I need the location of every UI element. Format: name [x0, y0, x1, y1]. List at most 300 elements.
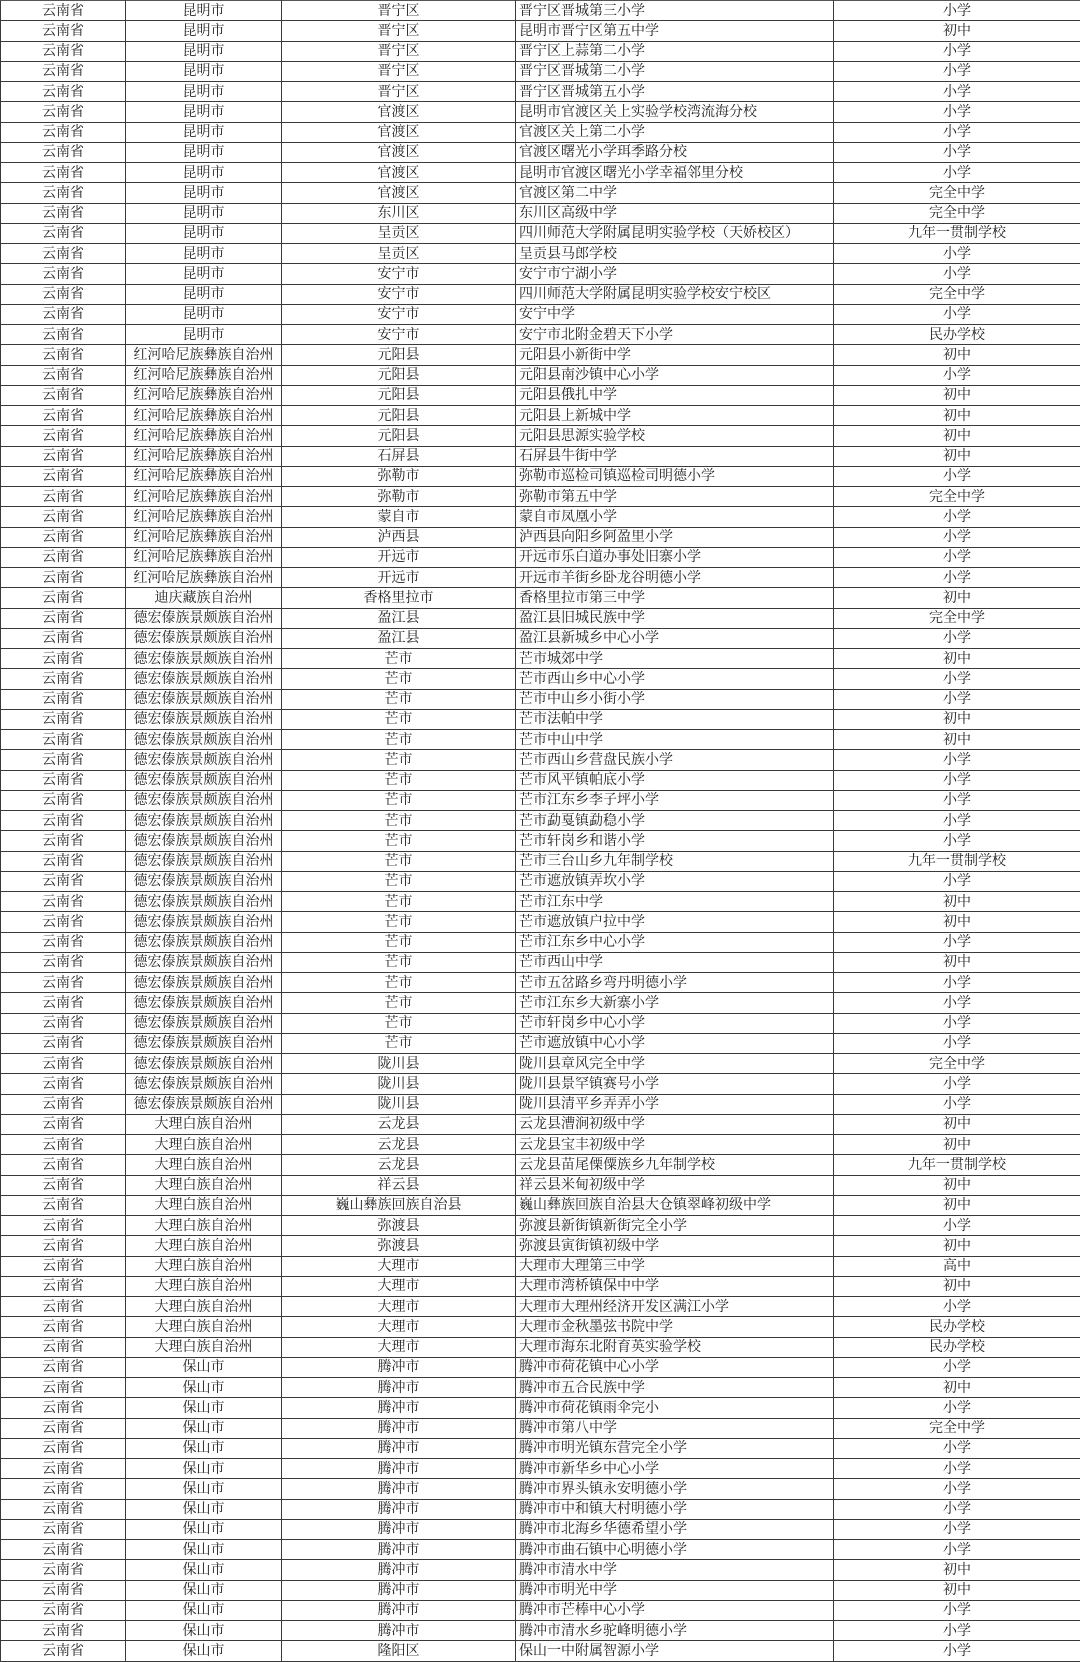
province-cell[interactable]: 云南省: [1, 871, 126, 891]
city-cell[interactable]: 德宏傣族景颇族自治州: [126, 811, 282, 831]
school-name-cell[interactable]: 开远市乐白道办事处旧寨小学: [516, 547, 834, 567]
district-cell[interactable]: 芒市: [282, 730, 516, 750]
school-name-cell[interactable]: 开远市羊街乡卧龙谷明德小学: [516, 568, 834, 588]
province-cell[interactable]: 云南省: [1, 1175, 126, 1195]
school-type-cell[interactable]: 小学: [834, 61, 1080, 81]
district-cell[interactable]: 盈江县: [282, 628, 516, 648]
district-cell[interactable]: 腾冲市: [282, 1459, 516, 1479]
city-cell[interactable]: 大理白族自治州: [126, 1337, 282, 1357]
district-cell[interactable]: 大理市: [282, 1317, 516, 1337]
district-cell[interactable]: 弥渡县: [282, 1236, 516, 1256]
school-type-cell[interactable]: 小学: [834, 466, 1080, 486]
province-cell[interactable]: 云南省: [1, 1276, 126, 1296]
district-cell[interactable]: 芒市: [282, 831, 516, 851]
school-type-cell[interactable]: 民办学校: [834, 1337, 1080, 1357]
school-name-cell[interactable]: 腾冲市新华乡中心小学: [516, 1459, 834, 1479]
province-cell[interactable]: 云南省: [1, 304, 126, 324]
district-cell[interactable]: 腾冲市: [282, 1560, 516, 1580]
province-cell[interactable]: 云南省: [1, 325, 126, 345]
school-type-cell[interactable]: 小学: [834, 831, 1080, 851]
school-type-cell[interactable]: 小学: [834, 163, 1080, 183]
school-type-cell[interactable]: 小学: [834, 1357, 1080, 1377]
district-cell[interactable]: 安宁市: [282, 284, 516, 304]
school-name-cell[interactable]: 芒市遮放镇中心小学: [516, 1033, 834, 1053]
school-name-cell[interactable]: 腾冲市明光中学: [516, 1580, 834, 1600]
school-name-cell[interactable]: 晋宁区晋城第三小学: [516, 1, 834, 21]
city-cell[interactable]: 德宏傣族景颇族自治州: [126, 750, 282, 770]
district-cell[interactable]: 腾冲市: [282, 1580, 516, 1600]
city-cell[interactable]: 德宏傣族景颇族自治州: [126, 649, 282, 669]
school-name-cell[interactable]: 弥勒市巡检司镇巡检司明德小学: [516, 466, 834, 486]
school-type-cell[interactable]: 初中: [834, 588, 1080, 608]
school-type-cell[interactable]: 初中: [834, 1135, 1080, 1155]
school-name-cell[interactable]: 腾冲市北海乡华德希望小学: [516, 1519, 834, 1539]
district-cell[interactable]: 芒市: [282, 912, 516, 932]
school-type-cell[interactable]: 小学: [834, 527, 1080, 547]
district-cell[interactable]: 巍山彝族回族自治县: [282, 1195, 516, 1215]
school-type-cell[interactable]: 初中: [834, 1114, 1080, 1134]
school-name-cell[interactable]: 晋宁区上蒜第二小学: [516, 41, 834, 61]
school-name-cell[interactable]: 腾冲市第八中学: [516, 1418, 834, 1438]
district-cell[interactable]: 芒市: [282, 669, 516, 689]
school-name-cell[interactable]: 东川区高级中学: [516, 203, 834, 223]
school-name-cell[interactable]: 芒市轩岗乡和谐小学: [516, 831, 834, 851]
school-name-cell[interactable]: 腾冲市曲石镇中心明德小学: [516, 1540, 834, 1560]
school-name-cell[interactable]: 芒市法帕中学: [516, 709, 834, 729]
district-cell[interactable]: 晋宁区: [282, 82, 516, 102]
school-type-cell[interactable]: 小学: [834, 1540, 1080, 1560]
school-name-cell[interactable]: 弥勒市第五中学: [516, 487, 834, 507]
school-type-cell[interactable]: 小学: [834, 1438, 1080, 1458]
school-type-cell[interactable]: 完全中学: [834, 1418, 1080, 1438]
school-type-cell[interactable]: 小学: [834, 1459, 1080, 1479]
school-type-cell[interactable]: 小学: [834, 1519, 1080, 1539]
city-cell[interactable]: 保山市: [126, 1398, 282, 1418]
school-type-cell[interactable]: 初中: [834, 1580, 1080, 1600]
district-cell[interactable]: 官渡区: [282, 122, 516, 142]
school-name-cell[interactable]: 芒市中山乡小街小学: [516, 689, 834, 709]
school-name-cell[interactable]: 腾冲市中和镇大村明德小学: [516, 1499, 834, 1519]
school-name-cell[interactable]: 大理市大理州经济开发区满江小学: [516, 1297, 834, 1317]
city-cell[interactable]: 德宏傣族景颇族自治州: [126, 1054, 282, 1074]
city-cell[interactable]: 昆明市: [126, 1, 282, 21]
province-cell[interactable]: 云南省: [1, 446, 126, 466]
school-name-cell[interactable]: 安宁中学: [516, 304, 834, 324]
school-type-cell[interactable]: 小学: [834, 1297, 1080, 1317]
city-cell[interactable]: 保山市: [126, 1519, 282, 1539]
province-cell[interactable]: 云南省: [1, 1236, 126, 1256]
district-cell[interactable]: 官渡区: [282, 183, 516, 203]
city-cell[interactable]: 德宏傣族景颇族自治州: [126, 669, 282, 689]
school-type-cell[interactable]: 小学: [834, 1216, 1080, 1236]
district-cell[interactable]: 芒市: [282, 709, 516, 729]
school-type-cell[interactable]: 小学: [834, 689, 1080, 709]
school-name-cell[interactable]: 官渡区曙光小学珥季路分校: [516, 142, 834, 162]
district-cell[interactable]: 晋宁区: [282, 21, 516, 41]
district-cell[interactable]: 弥勒市: [282, 466, 516, 486]
school-type-cell[interactable]: 小学: [834, 1074, 1080, 1094]
province-cell[interactable]: 云南省: [1, 1600, 126, 1620]
province-cell[interactable]: 云南省: [1, 1357, 126, 1377]
school-name-cell[interactable]: 保山一中附属智源小学: [516, 1641, 834, 1661]
school-type-cell[interactable]: 小学: [834, 41, 1080, 61]
province-cell[interactable]: 云南省: [1, 41, 126, 61]
province-cell[interactable]: 云南省: [1, 223, 126, 243]
school-type-cell[interactable]: 小学: [834, 932, 1080, 952]
city-cell[interactable]: 大理白族自治州: [126, 1135, 282, 1155]
city-cell[interactable]: 德宏傣族景颇族自治州: [126, 871, 282, 891]
district-cell[interactable]: 泸西县: [282, 527, 516, 547]
province-cell[interactable]: 云南省: [1, 1378, 126, 1398]
district-cell[interactable]: 芒市: [282, 932, 516, 952]
school-type-cell[interactable]: 小学: [834, 365, 1080, 385]
province-cell[interactable]: 云南省: [1, 1297, 126, 1317]
city-cell[interactable]: 德宏傣族景颇族自治州: [126, 1033, 282, 1053]
school-type-cell[interactable]: 小学: [834, 1013, 1080, 1033]
province-cell[interactable]: 云南省: [1, 689, 126, 709]
school-name-cell[interactable]: 陇川县景罕镇赛号小学: [516, 1074, 834, 1094]
school-name-cell[interactable]: 芒市江东中学: [516, 892, 834, 912]
province-cell[interactable]: 云南省: [1, 1216, 126, 1236]
city-cell[interactable]: 保山市: [126, 1479, 282, 1499]
province-cell[interactable]: 云南省: [1, 1094, 126, 1114]
province-cell[interactable]: 云南省: [1, 1560, 126, 1580]
province-cell[interactable]: 云南省: [1, 649, 126, 669]
school-type-cell[interactable]: 初中: [834, 952, 1080, 972]
city-cell[interactable]: 红河哈尼族彝族自治州: [126, 345, 282, 365]
school-type-cell[interactable]: 初中: [834, 1195, 1080, 1215]
province-cell[interactable]: 云南省: [1, 163, 126, 183]
district-cell[interactable]: 石屏县: [282, 446, 516, 466]
district-cell[interactable]: 弥勒市: [282, 487, 516, 507]
city-cell[interactable]: 红河哈尼族彝族自治州: [126, 507, 282, 527]
district-cell[interactable]: 元阳县: [282, 406, 516, 426]
school-name-cell[interactable]: 芒市西山乡中心小学: [516, 669, 834, 689]
district-cell[interactable]: 腾冲市: [282, 1540, 516, 1560]
school-type-cell[interactable]: 小学: [834, 547, 1080, 567]
school-name-cell[interactable]: 晋宁区晋城第二小学: [516, 61, 834, 81]
province-cell[interactable]: 云南省: [1, 1519, 126, 1539]
district-cell[interactable]: 晋宁区: [282, 1, 516, 21]
province-cell[interactable]: 云南省: [1, 345, 126, 365]
school-type-cell[interactable]: 完全中学: [834, 284, 1080, 304]
province-cell[interactable]: 云南省: [1, 1195, 126, 1215]
province-cell[interactable]: 云南省: [1, 142, 126, 162]
district-cell[interactable]: 云龙县: [282, 1114, 516, 1134]
school-type-cell[interactable]: 小学: [834, 244, 1080, 264]
district-cell[interactable]: 大理市: [282, 1256, 516, 1276]
city-cell[interactable]: 昆明市: [126, 122, 282, 142]
city-cell[interactable]: 保山市: [126, 1418, 282, 1438]
district-cell[interactable]: 腾冲市: [282, 1499, 516, 1519]
district-cell[interactable]: 腾冲市: [282, 1621, 516, 1641]
province-cell[interactable]: 云南省: [1, 1135, 126, 1155]
city-cell[interactable]: 红河哈尼族彝族自治州: [126, 466, 282, 486]
province-cell[interactable]: 云南省: [1, 466, 126, 486]
school-type-cell[interactable]: 小学: [834, 750, 1080, 770]
city-cell[interactable]: 德宏傣族景颇族自治州: [126, 1013, 282, 1033]
school-type-cell[interactable]: 小学: [834, 770, 1080, 790]
school-name-cell[interactable]: 官渡区第二中学: [516, 183, 834, 203]
school-type-cell[interactable]: 小学: [834, 811, 1080, 831]
school-type-cell[interactable]: 九年一贯制学校: [834, 223, 1080, 243]
city-cell[interactable]: 德宏傣族景颇族自治州: [126, 1094, 282, 1114]
city-cell[interactable]: 大理白族自治州: [126, 1236, 282, 1256]
school-type-cell[interactable]: 初中: [834, 1378, 1080, 1398]
school-type-cell[interactable]: 完全中学: [834, 183, 1080, 203]
district-cell[interactable]: 弥渡县: [282, 1216, 516, 1236]
city-cell[interactable]: 红河哈尼族彝族自治州: [126, 446, 282, 466]
school-type-cell[interactable]: 九年一贯制学校: [834, 1155, 1080, 1175]
province-cell[interactable]: 云南省: [1, 203, 126, 223]
school-name-cell[interactable]: 芒市西山中学: [516, 952, 834, 972]
district-cell[interactable]: 芒市: [282, 1013, 516, 1033]
city-cell[interactable]: 德宏傣族景颇族自治州: [126, 851, 282, 871]
province-cell[interactable]: 云南省: [1, 608, 126, 628]
province-cell[interactable]: 云南省: [1, 669, 126, 689]
city-cell[interactable]: 红河哈尼族彝族自治州: [126, 365, 282, 385]
district-cell[interactable]: 官渡区: [282, 142, 516, 162]
city-cell[interactable]: 德宏傣族景颇族自治州: [126, 892, 282, 912]
school-type-cell[interactable]: 初中: [834, 1560, 1080, 1580]
district-cell[interactable]: 元阳县: [282, 345, 516, 365]
city-cell[interactable]: 昆明市: [126, 264, 282, 284]
district-cell[interactable]: 元阳县: [282, 426, 516, 446]
school-type-cell[interactable]: 小学: [834, 1398, 1080, 1418]
city-cell[interactable]: 德宏傣族景颇族自治州: [126, 831, 282, 851]
province-cell[interactable]: 云南省: [1, 1621, 126, 1641]
district-cell[interactable]: 腾冲市: [282, 1418, 516, 1438]
province-cell[interactable]: 云南省: [1, 82, 126, 102]
city-cell[interactable]: 昆明市: [126, 163, 282, 183]
district-cell[interactable]: 蒙自市: [282, 507, 516, 527]
school-type-cell[interactable]: 小学: [834, 790, 1080, 810]
province-cell[interactable]: 云南省: [1, 1438, 126, 1458]
school-name-cell[interactable]: 大理市大理第三中学: [516, 1256, 834, 1276]
province-cell[interactable]: 云南省: [1, 912, 126, 932]
province-cell[interactable]: 云南省: [1, 851, 126, 871]
school-name-cell[interactable]: 芒市西山乡营盘民族小学: [516, 750, 834, 770]
school-name-cell[interactable]: 芒市中山中学: [516, 730, 834, 750]
school-type-cell[interactable]: 小学: [834, 973, 1080, 993]
school-name-cell[interactable]: 陇川县章风完全中学: [516, 1054, 834, 1074]
city-cell[interactable]: 昆明市: [126, 203, 282, 223]
city-cell[interactable]: 昆明市: [126, 284, 282, 304]
province-cell[interactable]: 云南省: [1, 1580, 126, 1600]
school-name-cell[interactable]: 弥渡县寅街镇初级中学: [516, 1236, 834, 1256]
district-cell[interactable]: 芒市: [282, 790, 516, 810]
province-cell[interactable]: 云南省: [1, 1256, 126, 1276]
school-type-cell[interactable]: 小学: [834, 1621, 1080, 1641]
school-type-cell[interactable]: 初中: [834, 446, 1080, 466]
city-cell[interactable]: 保山市: [126, 1438, 282, 1458]
city-cell[interactable]: 德宏傣族景颇族自治州: [126, 993, 282, 1013]
district-cell[interactable]: 盈江县: [282, 608, 516, 628]
school-name-cell[interactable]: 云龙县宝丰初级中学: [516, 1135, 834, 1155]
city-cell[interactable]: 大理白族自治州: [126, 1317, 282, 1337]
school-type-cell[interactable]: 小学: [834, 1033, 1080, 1053]
school-name-cell[interactable]: 芒市勐戛镇勐稳小学: [516, 811, 834, 831]
city-cell[interactable]: 昆明市: [126, 102, 282, 122]
province-cell[interactable]: 云南省: [1, 1479, 126, 1499]
district-cell[interactable]: 芒市: [282, 952, 516, 972]
district-cell[interactable]: 元阳县: [282, 365, 516, 385]
school-type-cell[interactable]: 小学: [834, 1, 1080, 21]
district-cell[interactable]: 云龙县: [282, 1135, 516, 1155]
district-cell[interactable]: 芒市: [282, 649, 516, 669]
province-cell[interactable]: 云南省: [1, 1641, 126, 1661]
province-cell[interactable]: 云南省: [1, 770, 126, 790]
district-cell[interactable]: 安宁市: [282, 325, 516, 345]
school-name-cell[interactable]: 昆明市官渡区曙光小学幸福邻里分校: [516, 163, 834, 183]
district-cell[interactable]: 芒市: [282, 750, 516, 770]
city-cell[interactable]: 保山市: [126, 1641, 282, 1661]
city-cell[interactable]: 昆明市: [126, 21, 282, 41]
district-cell[interactable]: 安宁市: [282, 264, 516, 284]
school-type-cell[interactable]: 小学: [834, 102, 1080, 122]
school-name-cell[interactable]: 大理市海东北附育英实验学校: [516, 1337, 834, 1357]
district-cell[interactable]: 晋宁区: [282, 61, 516, 81]
city-cell[interactable]: 昆明市: [126, 183, 282, 203]
district-cell[interactable]: 腾冲市: [282, 1378, 516, 1398]
city-cell[interactable]: 保山市: [126, 1560, 282, 1580]
school-type-cell[interactable]: 初中: [834, 892, 1080, 912]
school-name-cell[interactable]: 腾冲市荷花镇中心小学: [516, 1357, 834, 1377]
city-cell[interactable]: 德宏傣族景颇族自治州: [126, 689, 282, 709]
city-cell[interactable]: 大理白族自治州: [126, 1155, 282, 1175]
district-cell[interactable]: 大理市: [282, 1297, 516, 1317]
school-name-cell[interactable]: 四川师范大学附属昆明实验学校安宁校区: [516, 284, 834, 304]
city-cell[interactable]: 德宏傣族景颇族自治州: [126, 730, 282, 750]
school-name-cell[interactable]: 官渡区关上第二小学: [516, 122, 834, 142]
city-cell[interactable]: 红河哈尼族彝族自治州: [126, 568, 282, 588]
city-cell[interactable]: 红河哈尼族彝族自治州: [126, 527, 282, 547]
district-cell[interactable]: 元阳县: [282, 385, 516, 405]
province-cell[interactable]: 云南省: [1, 1317, 126, 1337]
district-cell[interactable]: 芒市: [282, 993, 516, 1013]
school-name-cell[interactable]: 芒市江东乡中心小学: [516, 932, 834, 952]
school-name-cell[interactable]: 石屏县牛街中学: [516, 446, 834, 466]
school-name-cell[interactable]: 祥云县米甸初级中学: [516, 1175, 834, 1195]
school-type-cell[interactable]: 九年一贯制学校: [834, 851, 1080, 871]
district-cell[interactable]: 腾冲市: [282, 1438, 516, 1458]
city-cell[interactable]: 保山市: [126, 1540, 282, 1560]
school-name-cell[interactable]: 芒市遮放镇户拉中学: [516, 912, 834, 932]
school-name-cell[interactable]: 芒市江东乡李子坪小学: [516, 790, 834, 810]
school-type-cell[interactable]: 民办学校: [834, 325, 1080, 345]
school-type-cell[interactable]: 小学: [834, 871, 1080, 891]
province-cell[interactable]: 云南省: [1, 122, 126, 142]
school-name-cell[interactable]: 大理市湾桥镇保中中学: [516, 1276, 834, 1296]
province-cell[interactable]: 云南省: [1, 1013, 126, 1033]
school-name-cell[interactable]: 芒市城郊中学: [516, 649, 834, 669]
city-cell[interactable]: 德宏傣族景颇族自治州: [126, 790, 282, 810]
province-cell[interactable]: 云南省: [1, 487, 126, 507]
school-type-cell[interactable]: 高中: [834, 1256, 1080, 1276]
school-name-cell[interactable]: 元阳县小新街中学: [516, 345, 834, 365]
school-type-cell[interactable]: 完全中学: [834, 1054, 1080, 1074]
district-cell[interactable]: 腾冲市: [282, 1398, 516, 1418]
school-name-cell[interactable]: 晋宁区晋城第五小学: [516, 82, 834, 102]
school-type-cell[interactable]: 小学: [834, 1600, 1080, 1620]
province-cell[interactable]: 云南省: [1, 1459, 126, 1479]
school-name-cell[interactable]: 安宁市宁湖小学: [516, 264, 834, 284]
province-cell[interactable]: 云南省: [1, 1540, 126, 1560]
district-cell[interactable]: 香格里拉市: [282, 588, 516, 608]
district-cell[interactable]: 大理市: [282, 1337, 516, 1357]
province-cell[interactable]: 云南省: [1, 365, 126, 385]
school-name-cell[interactable]: 云龙县漕涧初级中学: [516, 1114, 834, 1134]
district-cell[interactable]: 芒市: [282, 1033, 516, 1053]
school-name-cell[interactable]: 芒市遮放镇弄坎小学: [516, 871, 834, 891]
province-cell[interactable]: 云南省: [1, 1074, 126, 1094]
province-cell[interactable]: 云南省: [1, 973, 126, 993]
school-type-cell[interactable]: 初中: [834, 406, 1080, 426]
city-cell[interactable]: 德宏傣族景颇族自治州: [126, 608, 282, 628]
province-cell[interactable]: 云南省: [1, 284, 126, 304]
school-type-cell[interactable]: 小学: [834, 142, 1080, 162]
school-type-cell[interactable]: 初中: [834, 1175, 1080, 1195]
province-cell[interactable]: 云南省: [1, 547, 126, 567]
school-type-cell[interactable]: 初中: [834, 21, 1080, 41]
school-name-cell[interactable]: 香格里拉市第三中学: [516, 588, 834, 608]
city-cell[interactable]: 大理白族自治州: [126, 1195, 282, 1215]
school-type-cell[interactable]: 小学: [834, 1641, 1080, 1661]
district-cell[interactable]: 陇川县: [282, 1094, 516, 1114]
city-cell[interactable]: 德宏傣族景颇族自治州: [126, 973, 282, 993]
school-type-cell[interactable]: 初中: [834, 709, 1080, 729]
province-cell[interactable]: 云南省: [1, 1337, 126, 1357]
city-cell[interactable]: 大理白族自治州: [126, 1216, 282, 1236]
province-cell[interactable]: 云南省: [1, 628, 126, 648]
city-cell[interactable]: 德宏傣族景颇族自治州: [126, 912, 282, 932]
province-cell[interactable]: 云南省: [1, 1155, 126, 1175]
school-name-cell[interactable]: 芒市风平镇帕底小学: [516, 770, 834, 790]
school-name-cell[interactable]: 腾冲市芒棒中心小学: [516, 1600, 834, 1620]
city-cell[interactable]: 红河哈尼族彝族自治州: [126, 487, 282, 507]
province-cell[interactable]: 云南省: [1, 426, 126, 446]
province-cell[interactable]: 云南省: [1, 1033, 126, 1053]
school-type-cell[interactable]: 小学: [834, 264, 1080, 284]
city-cell[interactable]: 昆明市: [126, 244, 282, 264]
district-cell[interactable]: 云龙县: [282, 1155, 516, 1175]
district-cell[interactable]: 芒市: [282, 871, 516, 891]
district-cell[interactable]: 芒市: [282, 892, 516, 912]
school-name-cell[interactable]: 盈江县新城乡中心小学: [516, 628, 834, 648]
city-cell[interactable]: 保山市: [126, 1580, 282, 1600]
school-type-cell[interactable]: 完全中学: [834, 608, 1080, 628]
school-name-cell[interactable]: 芒市五岔路乡弯丹明德小学: [516, 973, 834, 993]
school-type-cell[interactable]: 初中: [834, 426, 1080, 446]
city-cell[interactable]: 红河哈尼族彝族自治州: [126, 426, 282, 446]
province-cell[interactable]: 云南省: [1, 264, 126, 284]
school-name-cell[interactable]: 腾冲市界头镇永安明德小学: [516, 1479, 834, 1499]
school-name-cell[interactable]: 泸西县向阳乡阿盈里小学: [516, 527, 834, 547]
district-cell[interactable]: 东川区: [282, 203, 516, 223]
school-type-cell[interactable]: 初中: [834, 1276, 1080, 1296]
city-cell[interactable]: 大理白族自治州: [126, 1276, 282, 1296]
city-cell[interactable]: 红河哈尼族彝族自治州: [126, 547, 282, 567]
school-name-cell[interactable]: 蒙自市凤凰小学: [516, 507, 834, 527]
school-name-cell[interactable]: 芒市三台山乡九年制学校: [516, 851, 834, 871]
city-cell[interactable]: 德宏傣族景颇族自治州: [126, 952, 282, 972]
city-cell[interactable]: 保山市: [126, 1459, 282, 1479]
school-name-cell[interactable]: 盈江县旧城民族中学: [516, 608, 834, 628]
school-name-cell[interactable]: 芒市江东乡大新寨小学: [516, 993, 834, 1013]
province-cell[interactable]: 云南省: [1, 1418, 126, 1438]
city-cell[interactable]: 德宏傣族景颇族自治州: [126, 628, 282, 648]
city-cell[interactable]: 昆明市: [126, 41, 282, 61]
